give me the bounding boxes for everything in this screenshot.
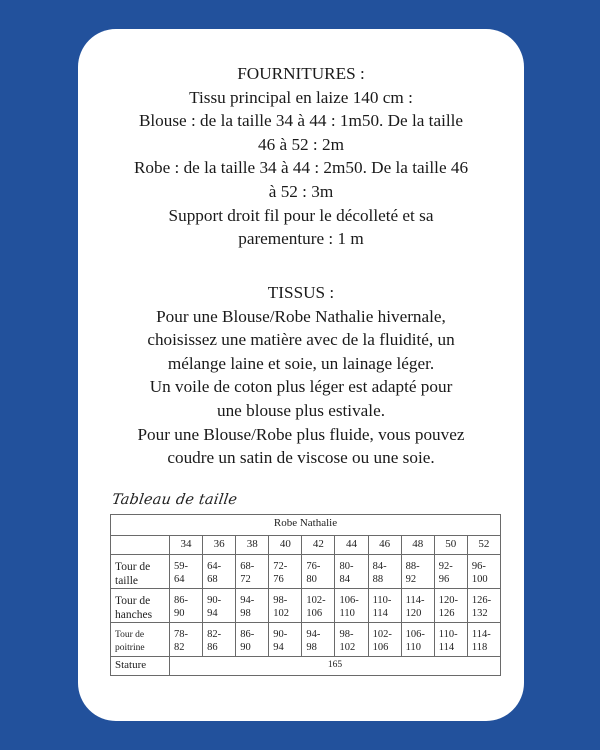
measurement-value-line: 59- bbox=[174, 561, 188, 572]
content-card bbox=[78, 29, 524, 721]
fournitures-line: Robe : de la taille 34 à 44 : 2m50. De la taille 46 bbox=[133, 158, 469, 178]
measurement-cell bbox=[467, 555, 500, 589]
fournitures-line: 46 à 52 : 2m bbox=[258, 134, 344, 154]
measurement-cell bbox=[269, 589, 302, 623]
tissus-line: Un voile de coton plus léger est adapté pour bbox=[149, 377, 453, 397]
measurement-cell bbox=[203, 555, 236, 589]
measurement-value-line: 102- bbox=[372, 629, 392, 640]
measurement-cell bbox=[368, 555, 401, 589]
measurement-value-line: 86 bbox=[207, 642, 218, 653]
measurement-cell bbox=[236, 589, 269, 623]
measurement-value-line: 132 bbox=[471, 608, 488, 619]
size-table bbox=[110, 514, 501, 676]
tissus-line: Pour une Blouse/Robe plus fluide, vous pouvez bbox=[137, 424, 465, 444]
measurement-value-line: 94 bbox=[207, 608, 218, 619]
measurement-value-line: 94- bbox=[240, 595, 255, 606]
size-header-cell: 48 bbox=[401, 536, 434, 555]
tissus-line: une blouse plus estivale. bbox=[216, 400, 386, 420]
measurement-value-line: 100 bbox=[471, 574, 488, 585]
measurement-row bbox=[111, 555, 501, 589]
measurement-cell bbox=[203, 623, 236, 657]
stature-label: Stature bbox=[111, 657, 170, 676]
size-header-corner bbox=[111, 536, 170, 555]
measurement-value-line: 76- bbox=[306, 561, 321, 572]
measurement-value-line: 90 bbox=[174, 608, 185, 619]
size-header-row bbox=[111, 536, 501, 555]
measurement-value-line: 96- bbox=[471, 561, 486, 572]
measurement-value-line: 98- bbox=[339, 629, 354, 640]
measurement-value-line: 94 bbox=[273, 642, 284, 653]
measurement-cell bbox=[302, 623, 335, 657]
measurement-value-line: 120 bbox=[405, 608, 422, 619]
measurement-row bbox=[111, 623, 501, 657]
measurement-cell bbox=[467, 623, 500, 657]
measurement-cell bbox=[269, 623, 302, 657]
measurement-cell bbox=[170, 623, 203, 657]
measurement-value-line: 114- bbox=[471, 629, 491, 640]
size-header-cell: 38 bbox=[236, 536, 269, 555]
measurement-value-line: 120- bbox=[438, 595, 458, 606]
measurement-cell bbox=[302, 589, 335, 623]
measurement-label-line: poitrine bbox=[115, 643, 145, 653]
measurement-value-line: 78- bbox=[174, 629, 188, 640]
measurement-value-line: 102 bbox=[339, 642, 356, 653]
size-header-cell: 44 bbox=[335, 536, 368, 555]
fournitures-heading: FOURNITURES : bbox=[237, 64, 365, 83]
tissus-line: choisissez une matière avec de la fluidité, un bbox=[147, 330, 455, 350]
measurement-cell bbox=[236, 555, 269, 589]
measurement-label-line: Tour de bbox=[115, 561, 151, 573]
stature-row bbox=[111, 657, 501, 676]
measurement-value-line: 88- bbox=[405, 561, 420, 572]
fournitures-line: Blouse : de la taille 34 à 44 : 1m50. De la taille bbox=[138, 111, 464, 131]
measurement-value-line: 92 bbox=[405, 574, 417, 585]
measurement-value-line: 102- bbox=[306, 595, 326, 606]
measurement-cell bbox=[434, 623, 467, 657]
fournitures-line: parementure : 1 m bbox=[238, 229, 364, 249]
measurement-value-line: 84 bbox=[339, 574, 350, 585]
measurement-cell bbox=[302, 555, 335, 589]
measurement-value-line: 110 bbox=[405, 642, 422, 653]
measurement-cell bbox=[170, 589, 203, 623]
measurement-value-line: 106- bbox=[405, 629, 425, 640]
measurement-value-line: 106 bbox=[372, 642, 389, 653]
measurement-value-line: 98- bbox=[273, 595, 288, 606]
tissus-line: mélange laine et soie, un lainage léger. bbox=[167, 353, 435, 373]
measurement-value-line: 94- bbox=[306, 629, 321, 640]
measurement-value-line: 80 bbox=[306, 574, 317, 585]
measurement-cell bbox=[269, 555, 302, 589]
size-table-model-row bbox=[111, 515, 501, 536]
size-header-cell: 36 bbox=[203, 536, 236, 555]
measurement-value-line: 72 bbox=[240, 574, 251, 585]
size-header-cell: 40 bbox=[269, 536, 302, 555]
tissus-section bbox=[78, 281, 524, 470]
size-header-cell: 46 bbox=[368, 536, 401, 555]
measurement-cell bbox=[434, 589, 467, 623]
measurement-value-line: 64- bbox=[207, 561, 222, 572]
measurement-value-line: 98 bbox=[240, 608, 251, 619]
fournitures-section bbox=[78, 62, 524, 251]
measurement-cell bbox=[335, 623, 368, 657]
measurement-value-line: 76 bbox=[273, 574, 284, 585]
measurement-cell bbox=[401, 623, 434, 657]
measurement-row bbox=[111, 589, 501, 623]
measurement-value-line: 118 bbox=[471, 642, 488, 653]
measurement-cell bbox=[170, 555, 203, 589]
measurement-value-line: 90- bbox=[273, 629, 288, 640]
measurement-cell bbox=[368, 623, 401, 657]
measurement-value-line: 82- bbox=[207, 629, 222, 640]
measurement-value-line: 98 bbox=[306, 642, 317, 653]
measurement-value-line: 114 bbox=[372, 608, 388, 619]
measurement-value-line: 126- bbox=[471, 595, 492, 606]
tissus-line: Pour une Blouse/Robe Nathalie hivernale, bbox=[156, 306, 446, 326]
measurement-cell bbox=[203, 589, 236, 623]
measurement-value-line: 88 bbox=[372, 574, 384, 585]
measurement-value-line: 110 bbox=[339, 608, 355, 619]
measurement-value-line: 68- bbox=[240, 561, 255, 572]
measurement-cell bbox=[434, 555, 467, 589]
measurement-value-line: 110- bbox=[372, 595, 392, 606]
measurement-cell bbox=[335, 589, 368, 623]
measurement-value-line: 96 bbox=[438, 574, 450, 585]
measurement-value-line: 82 bbox=[174, 642, 185, 653]
fournitures-line: à 52 : 3m bbox=[268, 181, 334, 201]
size-header-cell: 52 bbox=[467, 536, 500, 555]
fournitures-line: Support droit fil pour le décolleté et sa bbox=[168, 205, 434, 225]
size-header-cell: 42 bbox=[302, 536, 335, 555]
measurement-value-line: 102 bbox=[273, 608, 290, 619]
measurement-cell bbox=[467, 589, 500, 623]
fournitures-line: Tissu principal en laize 140 cm : bbox=[189, 87, 413, 107]
measurement-cell bbox=[368, 589, 401, 623]
measurement-cell bbox=[401, 555, 434, 589]
measurement-label-line: Tour de bbox=[115, 595, 151, 607]
size-header-cell: 50 bbox=[434, 536, 467, 555]
measurement-label-line: taille bbox=[115, 575, 138, 587]
tissus-heading: TISSUS : bbox=[267, 283, 335, 302]
measurement-value-line: 90- bbox=[207, 595, 222, 606]
measurement-label-line: hanches bbox=[115, 609, 153, 621]
measurement-label bbox=[111, 623, 170, 657]
measurement-cell bbox=[335, 555, 368, 589]
measurement-value-line: 106- bbox=[339, 595, 359, 606]
measurement-value-line: 126 bbox=[438, 608, 455, 619]
tissus-line: coudre un satin de viscose ou une soie. bbox=[167, 448, 435, 468]
measurement-value-line: 80- bbox=[339, 561, 354, 572]
measurement-value-line: 114 bbox=[438, 642, 455, 653]
size-table-title: Tableau de taille bbox=[110, 492, 239, 508]
measurement-cell bbox=[236, 623, 269, 657]
measurement-value-line: 110- bbox=[438, 629, 458, 640]
measurement-label bbox=[111, 555, 170, 589]
measurement-value-line: 64 bbox=[174, 574, 185, 585]
measurement-label-line: Tour de bbox=[115, 630, 145, 640]
measurement-value-line: 68 bbox=[207, 574, 218, 585]
measurement-value-line: 92- bbox=[438, 561, 453, 572]
measurement-value-line: 72- bbox=[273, 561, 288, 572]
measurement-label bbox=[111, 589, 170, 623]
stature-value: 165 bbox=[170, 657, 501, 676]
measurement-cell bbox=[401, 589, 434, 623]
size-header-cell: 34 bbox=[170, 536, 203, 555]
measurement-value-line: 114- bbox=[405, 595, 425, 606]
measurement-value-line: 86- bbox=[174, 595, 188, 606]
measurement-value-line: 84- bbox=[372, 561, 387, 572]
measurement-value-line: 90 bbox=[240, 642, 251, 653]
measurement-value-line: 86- bbox=[240, 629, 255, 640]
measurement-value-line: 106 bbox=[306, 608, 323, 619]
model-name: Robe Nathalie bbox=[111, 515, 501, 536]
